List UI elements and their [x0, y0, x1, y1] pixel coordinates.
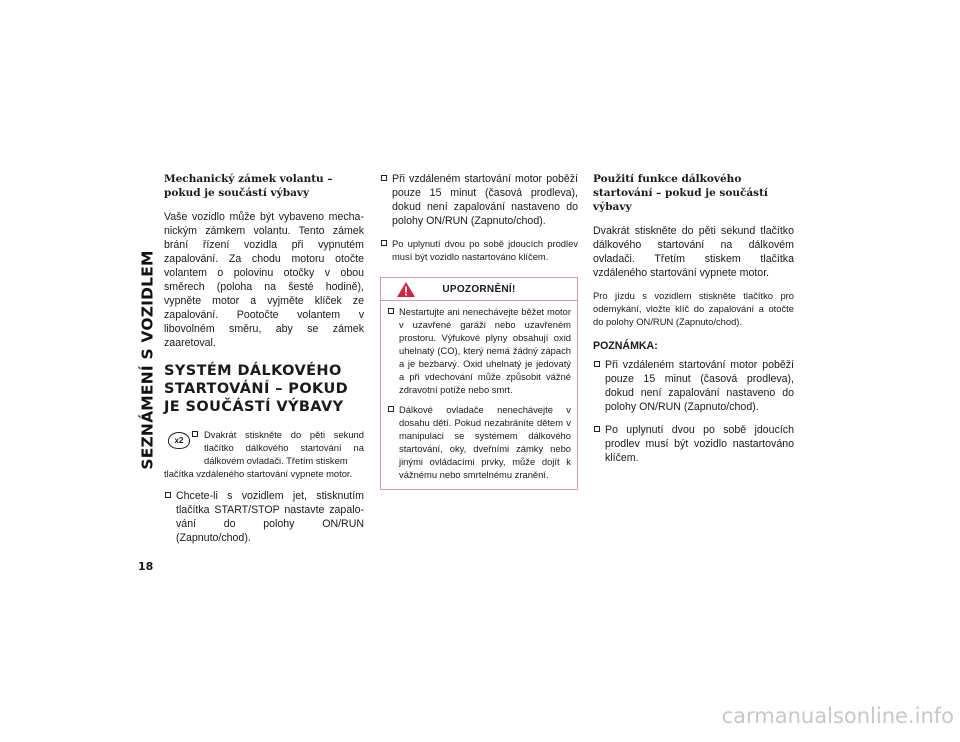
list-item: [593, 358, 794, 414]
instruction-tail: tlačítka vzdáleného startování vypnete motor.: [164, 468, 353, 479]
list-item: [380, 172, 578, 228]
bullet-square-icon: [192, 431, 198, 437]
list-item-text: Při vzdáleném startování motor poběží pouze 15 minut (časová prodleva), dokud není zapalování nastaveno do polohy ON/RUN (Zapnuto/chod).: [605, 359, 794, 413]
page-number: 18: [138, 560, 154, 573]
warning-title: UPOZORNĚNÍ!: [442, 283, 516, 295]
list-item: [380, 237, 578, 263]
list-item-text: Nestartujte ani nenechávejte běžet motor v uzavřené garáži nebo uzavřeném prostoru. Výfukové plyny obsahují oxid uhelnatý (CO), který nemá žádný zápach a je bezbarvý. Oxid uhelnatý je jedovatý a při vdechování může způsobit vážné zdravotní potíže nebo smrt.: [399, 306, 571, 395]
warning-triangle-icon: [397, 282, 415, 297]
instruction-first-lines: [164, 428, 364, 467]
list-item: [387, 305, 571, 396]
steering-lock-heading: Mechanický zámek volantu – pokud je součástí výbavy: [164, 173, 333, 199]
bullet-square-icon: [388, 406, 394, 412]
chapter-side-title: [133, 168, 163, 552]
note-label: POZNÁMKA:: [593, 340, 658, 352]
bullet-square-icon: [594, 361, 600, 367]
steering-lock-paragraph: Vaše vozidlo může být vybaveno mechanickým zámkem volantu. Tento zámek brání řízení vozidla při vypnutém zapalování. Za chodu motoru otočte volantem o polovinu otočky v obou směrech (poloha na šesté hodině), vypněte motor a vyjměte klíček ze zapalování. Pootočte volantem v libovolném směru, aby se zámek zaaretoval.: [164, 211, 364, 349]
bullet-square-icon: [388, 308, 394, 314]
remote-start-usage-heading: Použití funkce dálkového startování – pokud je součástí výbavy: [593, 173, 768, 213]
warning-box: [380, 277, 578, 490]
column-2: [380, 170, 578, 490]
remote-start-instruction: [164, 428, 364, 480]
usage-paragraph-2: Pro jízdu s vozidlem stiskněte tlačítko pro odemykání, vložte klíč do zapalování a otočte do polohy ON/RUN (Zapnuto/chod).: [593, 290, 794, 327]
column-1: [164, 170, 364, 545]
list-item-text: Po uplynutí dvou po sobě jdoucích prodlev musí být vozidlo nastartováno klíčem.: [605, 424, 794, 464]
chapter-side-title-text: SEZNÁMENÍ S VOZIDLEM: [139, 250, 158, 470]
warning-header: [381, 278, 577, 301]
bullet-square-icon: [381, 175, 387, 181]
list-item-text: Dálkové ovladače nenechávejte v dosahu dětí. Pokud nezabráníte dětem v manipulaci se systémem dálkového startování, oky, dveřními zámky nebo jinými ovládacími prvky, může dojít k vážnému nebo smrtelnému zranění.: [399, 404, 571, 480]
site-watermark: carmanualsonline.info: [721, 704, 954, 728]
remote-start-section-title: SYSTÉM DÁLKOVÉHO STARTOVÁNÍ – POKUD JE SOUČÁSTÍ VÝBAVY: [164, 363, 349, 415]
list-item-text: Po uplynutí dvou po sobě jdoucích prodlev musí být vozidlo nastartováno klíčem.: [392, 238, 578, 262]
bullet-square-icon: [381, 240, 387, 246]
list-item-text: Při vzdáleném startování motor poběží pouze 15 minut (časová prodleva), dokud není zapalování nastaveno do polohy ON/RUN (Zapnuto/chod).: [392, 173, 578, 227]
usage-paragraph-1: Dvakrát stiskněte do pěti sekund tlačítko dálkového startování na dálkovém ovladači. Třetím stiskem tlačítka vzdáleného startování vypnete motor.: [593, 225, 794, 279]
bullet-square-icon: [594, 426, 600, 432]
list-item-text: Chcete-li s vozidlem jet, stisknutím tlačítka START/STOP nastavte zapalování do polohy ON/RUN (Zapnuto/chod).: [176, 490, 364, 544]
bullet-square-icon: [165, 492, 171, 498]
instruction-text: Dvakrát stiskněte do pěti sekund tlačítko dálkového startování na dálkovém ovladači. Třetím stiskem: [204, 429, 364, 466]
column-3: [593, 170, 794, 465]
list-item: [164, 489, 364, 545]
key-fob-double-press-icon: x2: [168, 432, 190, 449]
list-item: [387, 403, 571, 481]
list-item: [593, 423, 794, 465]
